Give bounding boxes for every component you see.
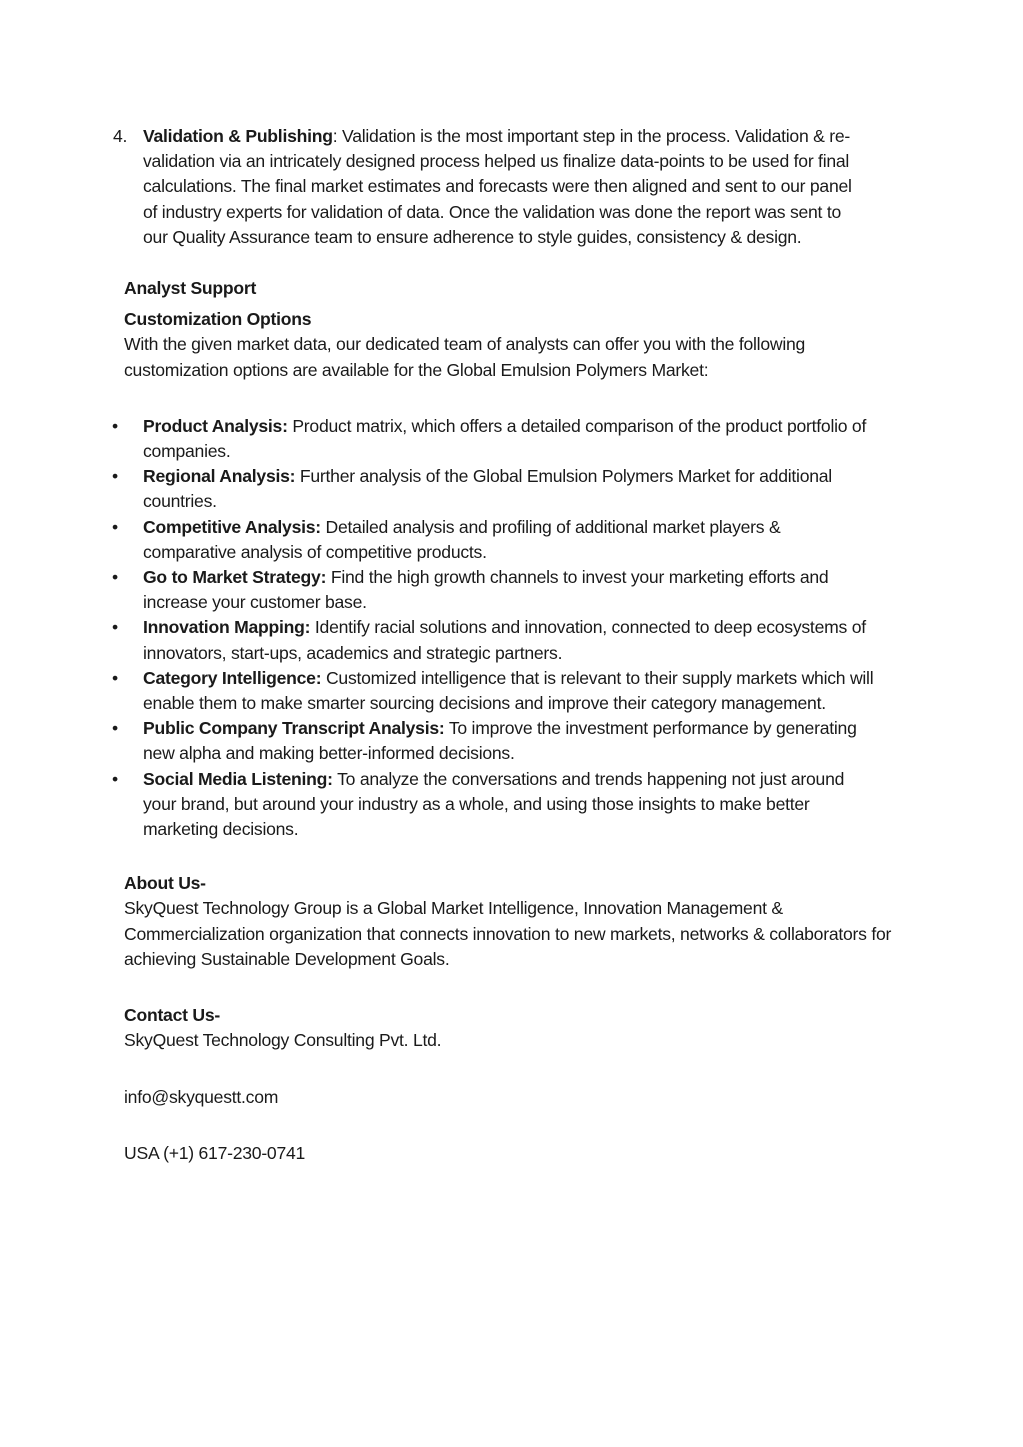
step-4-validation-publishing	[0, 124, 863, 250]
contact-email: info@skyquestt.com	[124, 1086, 279, 1107]
page-content	[0, 124, 1023, 1166]
option-text: Product matrix, which offers a detailed comparison of the product portfolio of companies.	[143, 415, 867, 462]
option-text: To analyze the conversations and trends happening not just around your brand, but around your industry as a whole, and using those insights to make better marketing decisions.	[143, 768, 845, 840]
bullet-icon: •	[112, 567, 118, 588]
list-item	[0, 666, 878, 716]
step-text: : Validation is the most important step in the process. Validation & re-validation via an intricately designed process helped us finalize data-points to be used for final calculations. The final market estimates and forecasts were then aligned and sent to our panel of industry experts for validation of data. Once the validation was done the report was sent to our Quality Assurance team to ensure adherence to style guides, consistency & design.	[143, 126, 852, 247]
option-label: Category Intelligence:	[143, 667, 322, 688]
step-number: 4.	[113, 126, 128, 146]
option-label: Go to Market Strategy:	[143, 567, 327, 588]
bullet-icon: •	[112, 718, 118, 739]
bullet-icon: •	[112, 415, 118, 436]
about-heading: About Us-	[124, 873, 206, 894]
list-item	[0, 565, 878, 615]
contact-company: SkyQuest Technology Consulting Pvt. Ltd.	[124, 1030, 442, 1051]
bullet-icon: •	[112, 466, 118, 487]
bullet-icon: •	[112, 667, 118, 688]
list-item	[0, 716, 878, 766]
bullet-icon: •	[112, 617, 118, 638]
option-label: Product Analysis:	[143, 415, 288, 436]
list-item	[0, 414, 878, 464]
bullet-icon: •	[112, 516, 118, 537]
about-text: SkyQuest Technology Group is a Global Market Intelligence, Innovation Management & Commercialization organization that connects innovation to new markets, networks & collaborators for achieving Sustainable Development Goals.	[124, 898, 892, 969]
customization-heading: Customization Options	[124, 309, 312, 330]
customization-options-list	[0, 414, 1023, 842]
bullet-icon: •	[112, 768, 118, 789]
list-item	[0, 515, 878, 565]
option-text: Customized intelligence that is relevant to their supply markets which will enable them to make smarter sourcing decisions and improve their category management.	[143, 667, 874, 714]
customization-intro: With the given market data, our dedicated team of analysts can offer you with the following customization options are available for the Global Emulsion Polymers Market:	[124, 334, 806, 380]
option-text: Further analysis of the Global Emulsion Polymers Market for additional countries.	[143, 466, 832, 512]
analyst-support-heading: Analyst Support	[124, 278, 257, 299]
contact-phone: USA (+1) 617-230-0741	[124, 1142, 306, 1163]
list-item	[0, 464, 878, 514]
list-item	[0, 767, 878, 843]
option-label: Regional Analysis:	[143, 466, 296, 487]
option-label: Public Company Transcript Analysis:	[143, 718, 445, 739]
option-label: Social Media Listening:	[143, 768, 333, 789]
contact-heading: Contact Us-	[124, 1005, 220, 1026]
option-text: Detailed analysis and profiling of additional market players & comparative analysis of competitive products.	[143, 516, 781, 562]
option-text: Find the high growth channels to invest your marketing efforts and increase your customer base.	[143, 567, 829, 613]
list-item	[0, 615, 878, 665]
option-label: Innovation Mapping:	[143, 617, 311, 638]
option-text: Identify racial solutions and innovation, connected to deep ecosystems of innovators, start-ups, academics and strategic partners.	[143, 617, 866, 663]
step-title: Validation & Publishing	[143, 126, 333, 146]
option-text: To improve the investment performance by generating new alpha and making better-informed decisions.	[143, 718, 857, 764]
option-label: Competitive Analysis:	[143, 516, 321, 537]
